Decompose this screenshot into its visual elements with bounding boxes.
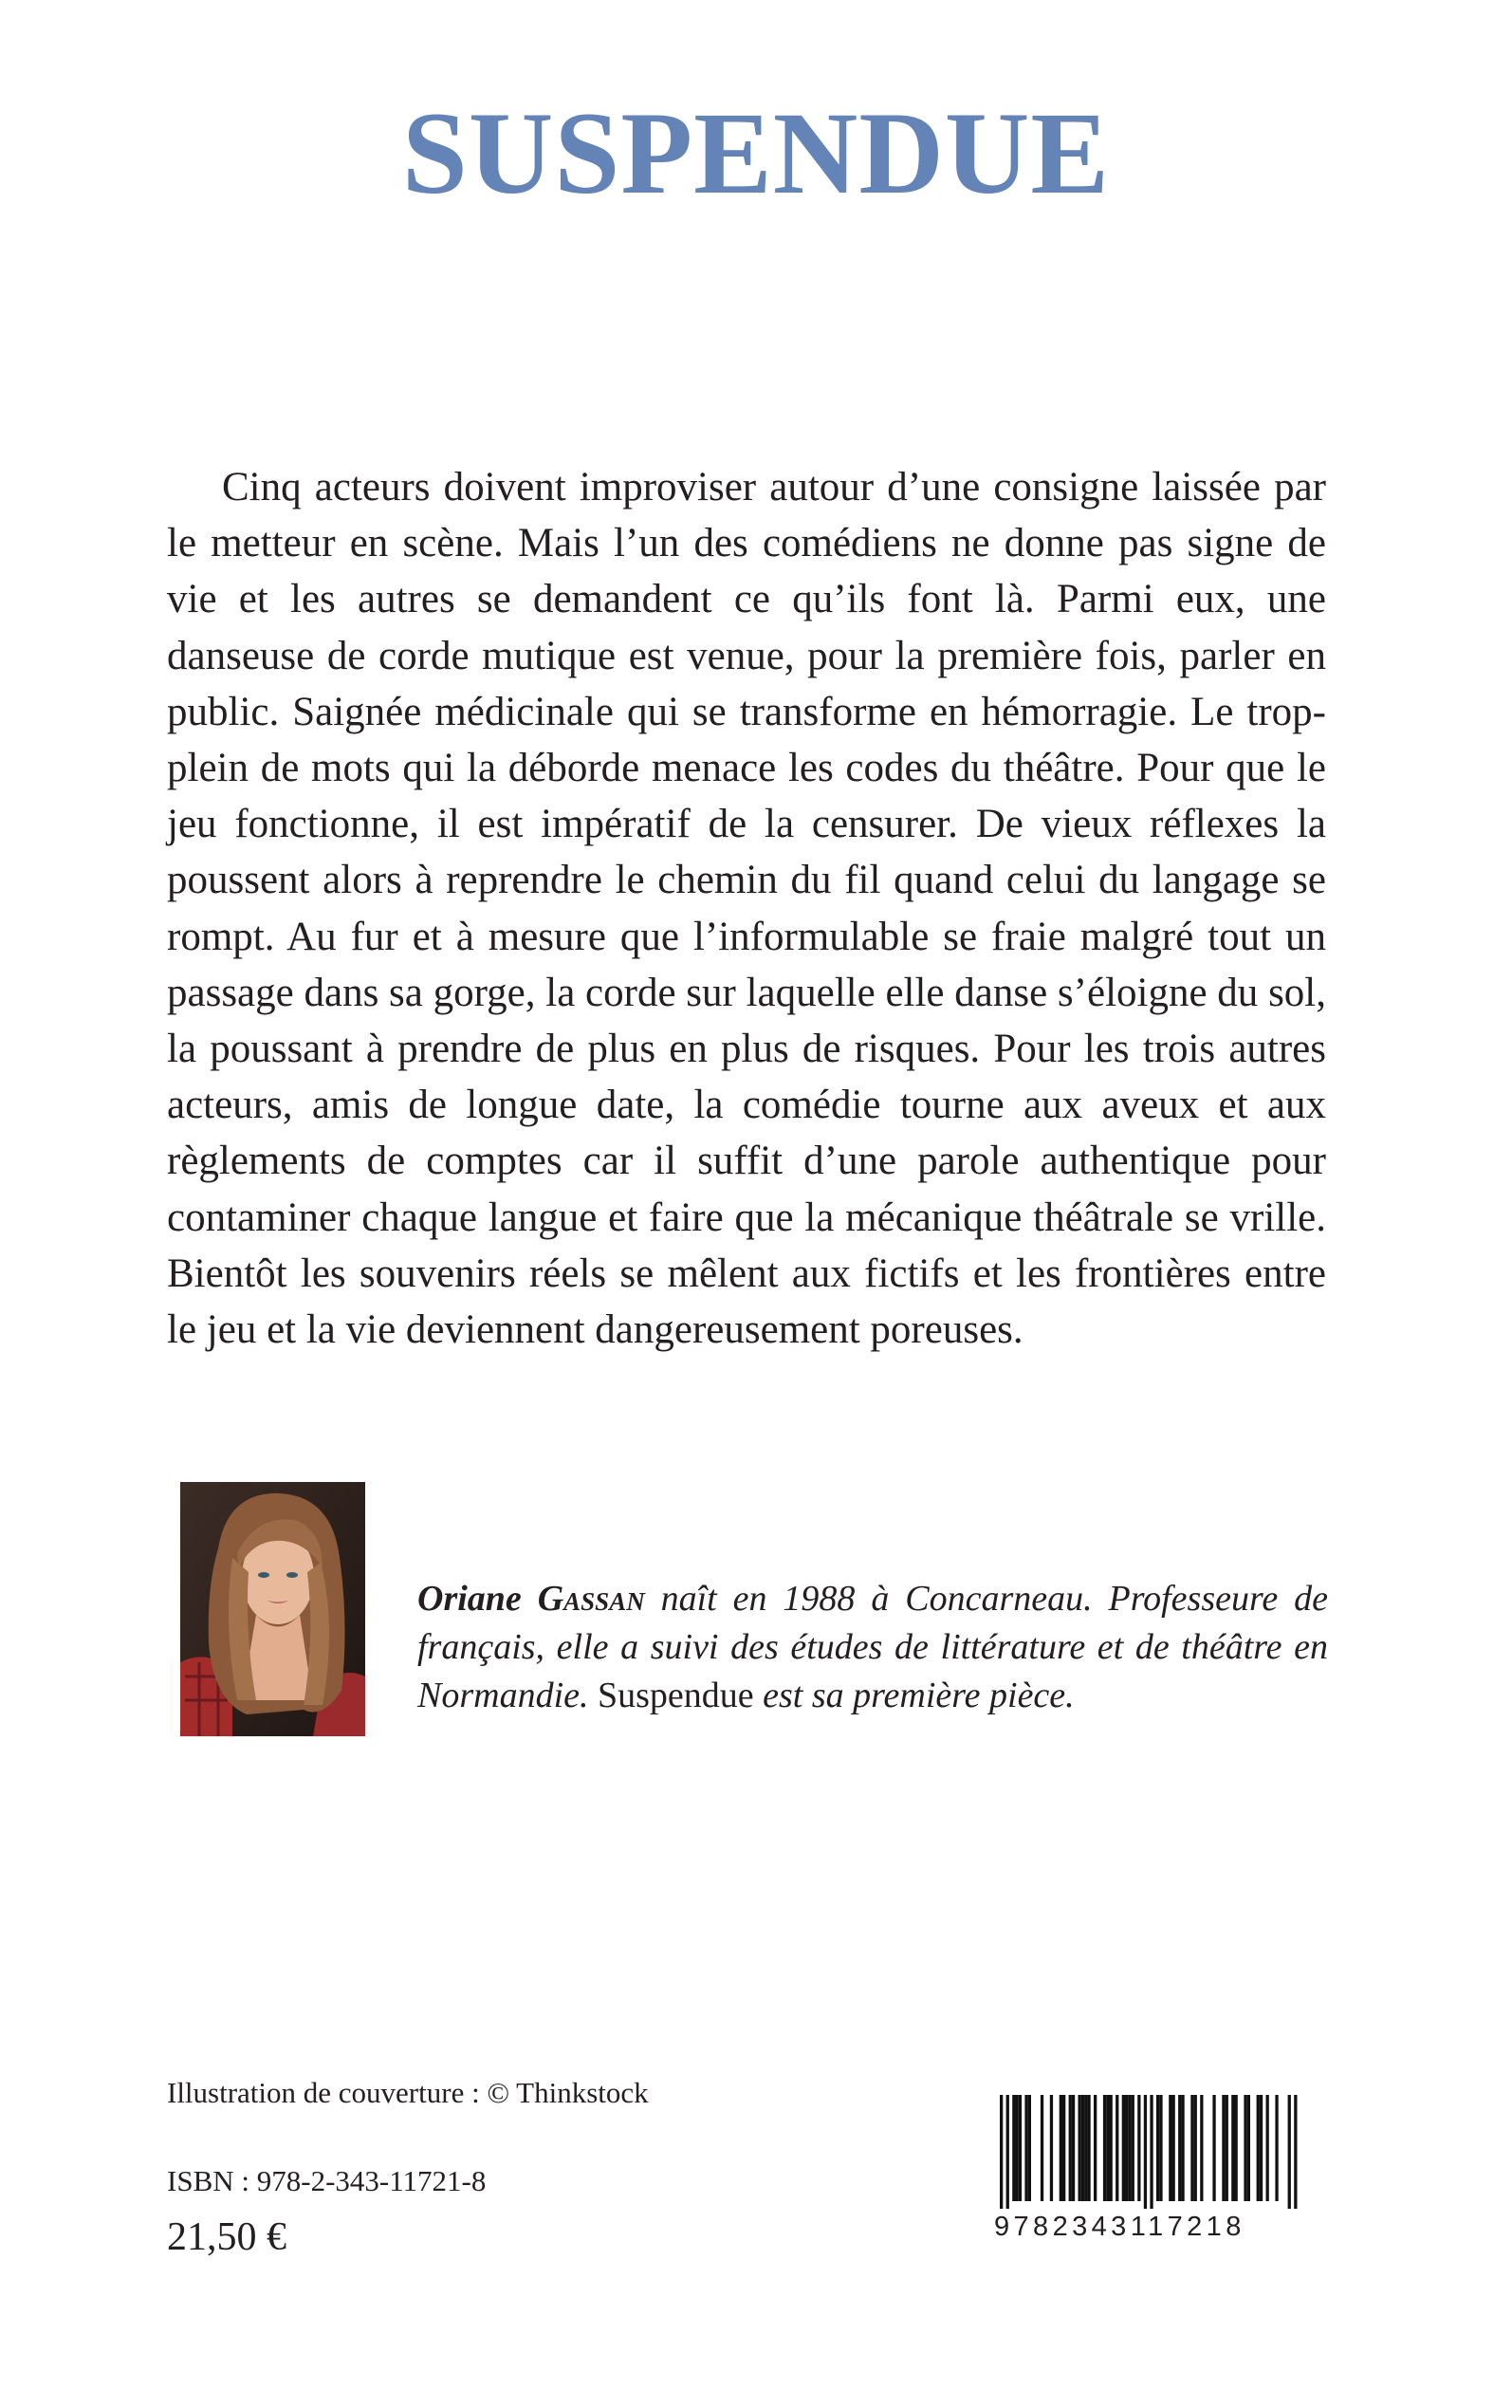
barcode-bar — [1050, 2095, 1053, 2201]
barcode-bar — [1194, 2095, 1197, 2201]
barcode-bar — [1024, 2095, 1027, 2201]
price: 21,50 € — [167, 2215, 286, 2259]
author-last-name: Gassan — [537, 1579, 645, 1619]
bio-book-title: Suspendue — [598, 1676, 754, 1715]
barcode-bar — [1275, 2095, 1278, 2201]
barcode-bar — [1181, 2095, 1184, 2201]
barcode-bar — [1012, 2095, 1015, 2201]
barcode-digits: 9782343117218 — [986, 2212, 1328, 2243]
barcode-bar — [1081, 2095, 1084, 2201]
isbn: ISBN : 978-2-343-11721-8 — [167, 2164, 487, 2197]
barcode-bar — [1122, 2095, 1125, 2201]
barcode-bar — [1079, 2095, 1081, 2201]
barcode-bar — [1260, 2095, 1263, 2201]
barcode-bar — [1103, 2095, 1106, 2201]
barcode-bar — [1094, 2095, 1097, 2201]
barcode-bar — [1084, 2095, 1087, 2201]
barcode-bar — [1257, 2095, 1260, 2201]
barcode-bar — [1006, 2095, 1009, 2209]
barcode-bar — [1159, 2095, 1162, 2201]
barcode-bar — [1212, 2095, 1215, 2201]
barcode-bar — [1247, 2095, 1250, 2201]
barcode-bar — [1200, 2095, 1203, 2201]
barcode-bar — [1019, 2095, 1022, 2201]
barcode-bar — [1288, 2095, 1291, 2209]
barcode-bar — [1169, 2095, 1171, 2201]
barcode-bar — [1016, 2095, 1019, 2201]
illustration-credit: Illustration de couverture : © Thinkstock — [167, 2076, 649, 2109]
barcode-bar — [1294, 2095, 1297, 2209]
barcode-bar — [1132, 2095, 1134, 2201]
barcode-bar — [1178, 2095, 1181, 2201]
barcode-bar — [1137, 2095, 1140, 2201]
barcode-bar — [1235, 2095, 1238, 2201]
barcode-bar — [1190, 2095, 1193, 2201]
barcode-bar — [1028, 2095, 1031, 2201]
barcode-bar — [1128, 2095, 1131, 2201]
author-photo — [180, 1482, 365, 1736]
barcode-bar — [1106, 2095, 1109, 2201]
author-first-name: Oriane — [417, 1579, 522, 1619]
barcode-bar — [1144, 2095, 1147, 2209]
barcode-bar — [1116, 2095, 1118, 2201]
barcode-bar — [1222, 2095, 1225, 2201]
barcode-bar — [1060, 2095, 1062, 2201]
author-bio-text-end: est sa première pièce. — [753, 1676, 1075, 1715]
back-cover-blurb: Cinq acteurs doivent improviser autour d’une consigne laissée par le metteur en scène. Mais l’un des comédiens ne donne pas signe de vie et les autres se demandent ce qu’ils font là. Parmi eux, une danseuse de corde mutique est venue, pour la première fois, parler en public. Saignée médicinale qui se transforme en hémorragie. Le trop-plein de mots qui la déborde menace les codes du théâtre. Pour que le jeu fonctionne, il est impératif de la censurer. De vieux réflexes la poussent alors à reprendre le chemin du fil quand celui du langage se rompt. Au fur et à mesure que l’informulable se fraie malgré tout un passage dans sa gorge, la corde sur laquelle elle danse s’éloigne du sol, la poussant à prendre de plus en plus de risques. Pour les trois autres acteurs, amis de longue date, la comédie tourne aux aveux et aux règlements de comptes car il suffit d’une parole authentique pour contaminer chaque langue et faire que la mécanique théâtrale se vrille. Bientôt les souvenirs réels se mêlent aux fictifs et les frontières entre le jeu et la vie deviennent dangereusement poreuses. — [167, 465, 1326, 1353]
barcode-bar — [1244, 2095, 1246, 2201]
book-title: SUSPENDUE — [401, 88, 1111, 218]
barcode-bar — [1156, 2095, 1159, 2201]
barcode-bar — [1150, 2095, 1152, 2209]
author-bio-text: naît en 1988 à Concarneau. Professeure de français, elle a suivi des études de littérature et de théâtre en Normandie. — [417, 1579, 1329, 1715]
barcode-bar — [1125, 2095, 1128, 2201]
barcode-bar — [1231, 2095, 1234, 2201]
barcode-bar — [1226, 2095, 1228, 2201]
barcode-bar — [1266, 2095, 1269, 2201]
barcode-bar — [1000, 2095, 1003, 2209]
barcode-bar — [1172, 2095, 1175, 2201]
barcode-bar — [1087, 2095, 1090, 2201]
barcode-bar — [1041, 2095, 1043, 2201]
author-name — [417, 1579, 645, 1619]
author-bio — [417, 1575, 1328, 1720]
barcode-bar — [1069, 2095, 1072, 2201]
barcode-bar — [1110, 2095, 1113, 2201]
barcode-bar — [1062, 2095, 1065, 2201]
barcode-bar — [1072, 2095, 1075, 2201]
